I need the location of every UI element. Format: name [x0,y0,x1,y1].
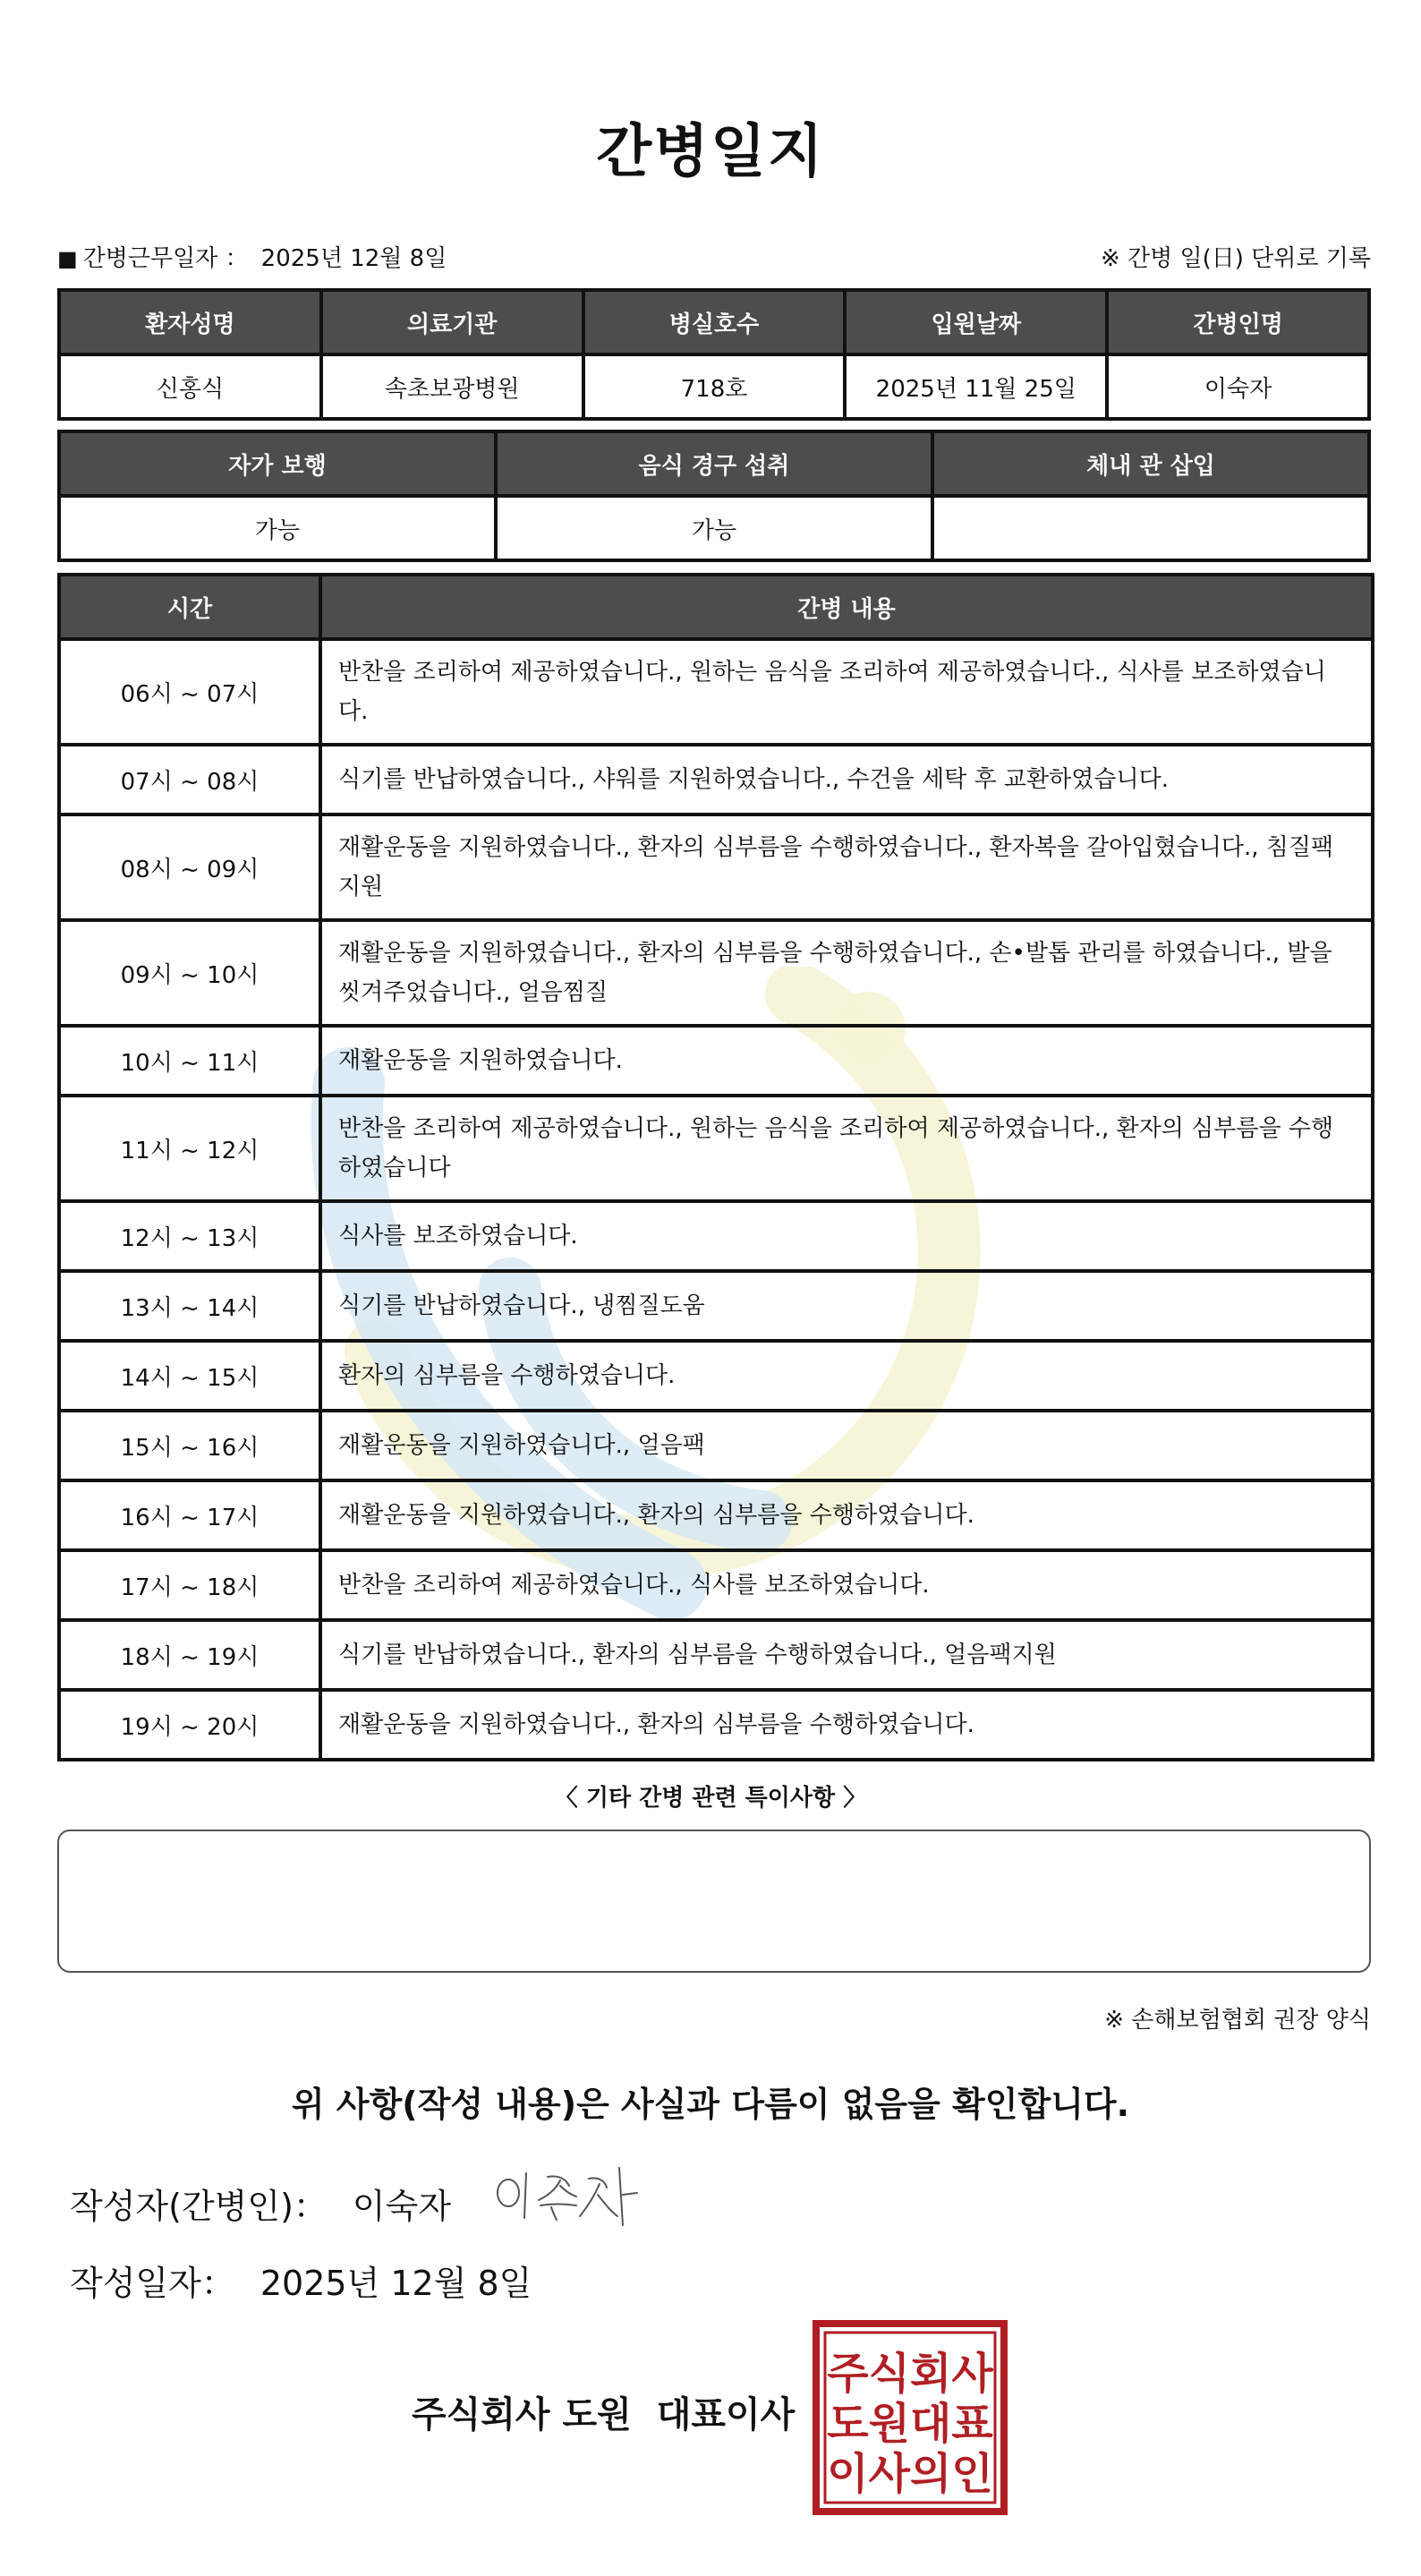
table-row [59,1411,1373,1480]
time-slot: 08시 ~ 09시 [59,815,320,920]
table-row [59,1620,1373,1690]
time-slot: 12시 ~ 13시 [59,1201,320,1271]
table-row [59,745,1373,815]
table-row [59,639,1373,745]
care-content: 환자의 심부름을 수행하였습니다. [320,1341,1373,1411]
care-content: 재활운동을 지원하였습니다., 환자의 심부름을 수행하였습니다., 손•발톱 관리를 하였습니다., 발을 씻겨주었습니다., 얼음찜질 [320,920,1373,1026]
header-tube-insertion: 체내 관 삽입 [932,431,1369,496]
patient-status-table [57,430,1371,562]
svg-text:이사의인: 이사의인 [827,2449,993,2499]
svg-text:도원대표: 도원대표 [827,2399,993,2449]
time-slot: 11시 ~ 12시 [59,1096,320,1201]
written-date-label: 작성일자： [70,2264,235,2303]
work-date-value: 2025년 12월 8일 [260,245,447,272]
tube-insertion-status [932,496,1369,560]
table-row [59,1096,1373,1201]
walking-status: 가능 [59,496,496,560]
care-content: 반찬을 조리하여 제공하였습니다., 원하는 음식을 조리하여 제공하였습니다., 식사를 보조하였습니다. [320,639,1373,745]
care-content: 반찬을 조리하여 제공하였습니다., 원하는 음식을 조리하여 제공하였습니다., 환자의 심부름을 수행하였습니다 [320,1096,1373,1201]
written-date-line [70,2256,532,2305]
patient-info-table [57,288,1371,421]
time-slot: 07시 ~ 08시 [59,745,320,815]
table-row [59,1480,1373,1550]
writer-label: 작성자(간병인)： [70,2187,328,2226]
written-date-value: 2025년 12월 8일 [260,2264,532,2303]
work-date-row [57,240,1371,272]
header-admission-date: 입원날짜 [845,290,1107,354]
time-slot: 13시 ~ 14시 [59,1271,320,1341]
time-slot: 15시 ~ 16시 [59,1411,320,1480]
work-date [57,240,447,273]
care-content: 반찬을 조리하여 제공하였습니다., 식사를 보조하였습니다. [320,1550,1373,1620]
room-number: 718호 [583,354,846,419]
company-name: 주식회사 도원 [412,2394,632,2435]
care-content: 식기를 반납하였습니다., 샤워를 지원하였습니다., 수건을 세탁 후 교환하였습니다. [320,745,1373,815]
record-unit-note: ※ 간병 일(日) 단위로 기록 [1100,245,1371,272]
caregiver-name: 이숙자 [1107,354,1369,419]
oral-intake-status: 가능 [496,496,932,560]
table-row [59,920,1373,1026]
square-bullet-icon: ■ [57,246,78,271]
table-row [59,1201,1373,1271]
patient-name: 신홍식 [59,354,321,419]
work-date-label: 간병근무일자 ： [82,245,249,272]
time-slot: 14시 ~ 15시 [59,1341,320,1411]
recommend-note: ※ 손해보험협회 권장 양식 [1104,2007,1371,2034]
table-row [59,815,1373,920]
header-oral-intake: 음식 경구 섭취 [496,431,932,496]
table-row [59,1550,1373,1620]
time-slot: 19시 ~ 20시 [59,1690,320,1760]
care-content: 식사를 보조하였습니다. [320,1201,1373,1271]
table-row [59,1271,1373,1341]
hospital-name: 속초보광병원 [321,354,583,419]
care-content: 재활운동을 지원하였습니다., 환자의 심부름을 수행하였습니다. [320,1480,1373,1550]
remarks-box [57,1830,1371,1973]
header-time: 시간 [59,575,320,639]
time-slot: 17시 ~ 18시 [59,1550,320,1620]
confirmation-statement: 위 사항(작성 내용)은 사실과 다름이 없음을 확인합니다. [291,2085,1130,2124]
header-room: 병실호수 [583,290,846,354]
time-slot: 18시 ~ 19시 [59,1620,320,1690]
handwritten-signature [489,2161,641,2232]
time-slot: 06시 ~ 07시 [59,639,320,745]
header-hospital: 의료기관 [321,290,583,354]
svg-text:주식회사: 주식회사 [827,2349,993,2399]
header-walking: 자가 보행 [59,431,496,496]
time-slot: 10시 ~ 11시 [59,1026,320,1096]
care-content: 재활운동을 지원하였습니다., 환자의 심부름을 수행하였습니다. [320,1690,1373,1760]
company-line [412,2386,795,2437]
care-content: 식기를 반납하였습니다., 환자의 심부름을 수행하였습니다., 얼음팩지원 [320,1620,1373,1690]
care-content: 재활운동을 지원하였습니다. [320,1026,1373,1096]
table-row [59,1690,1373,1760]
header-care-content: 간병 내용 [320,575,1373,639]
care-content: 재활운동을 지원하였습니다., 얼음팩 [320,1411,1373,1480]
writer-name: 이숙자 [352,2187,452,2226]
care-content: 재활운동을 지원하였습니다., 환자의 심부름을 수행하였습니다., 환자복을 갈아입혔습니다., 침질팩지원 [320,815,1373,920]
time-slot: 16시 ~ 17시 [59,1480,320,1550]
table-row [59,1026,1373,1096]
header-caregiver-name: 간병인명 [1107,290,1369,354]
time-slot: 09시 ~ 10시 [59,920,320,1026]
table-row [59,1341,1373,1411]
remarks-heading: 〈 기타 간병 관련 특이사항 〉 [554,1785,867,1812]
ceo-title: 대표이사 [656,2394,796,2435]
admission-date: 2025년 11월 25일 [845,354,1107,419]
page-title: 간병일지 [596,119,825,185]
writer-line [70,2179,451,2228]
header-patient-name: 환자성명 [59,290,321,354]
care-content: 식기를 반납하였습니다., 냉찜질도움 [320,1271,1373,1341]
care-log-table [57,573,1374,1761]
company-seal [811,2318,1009,2517]
